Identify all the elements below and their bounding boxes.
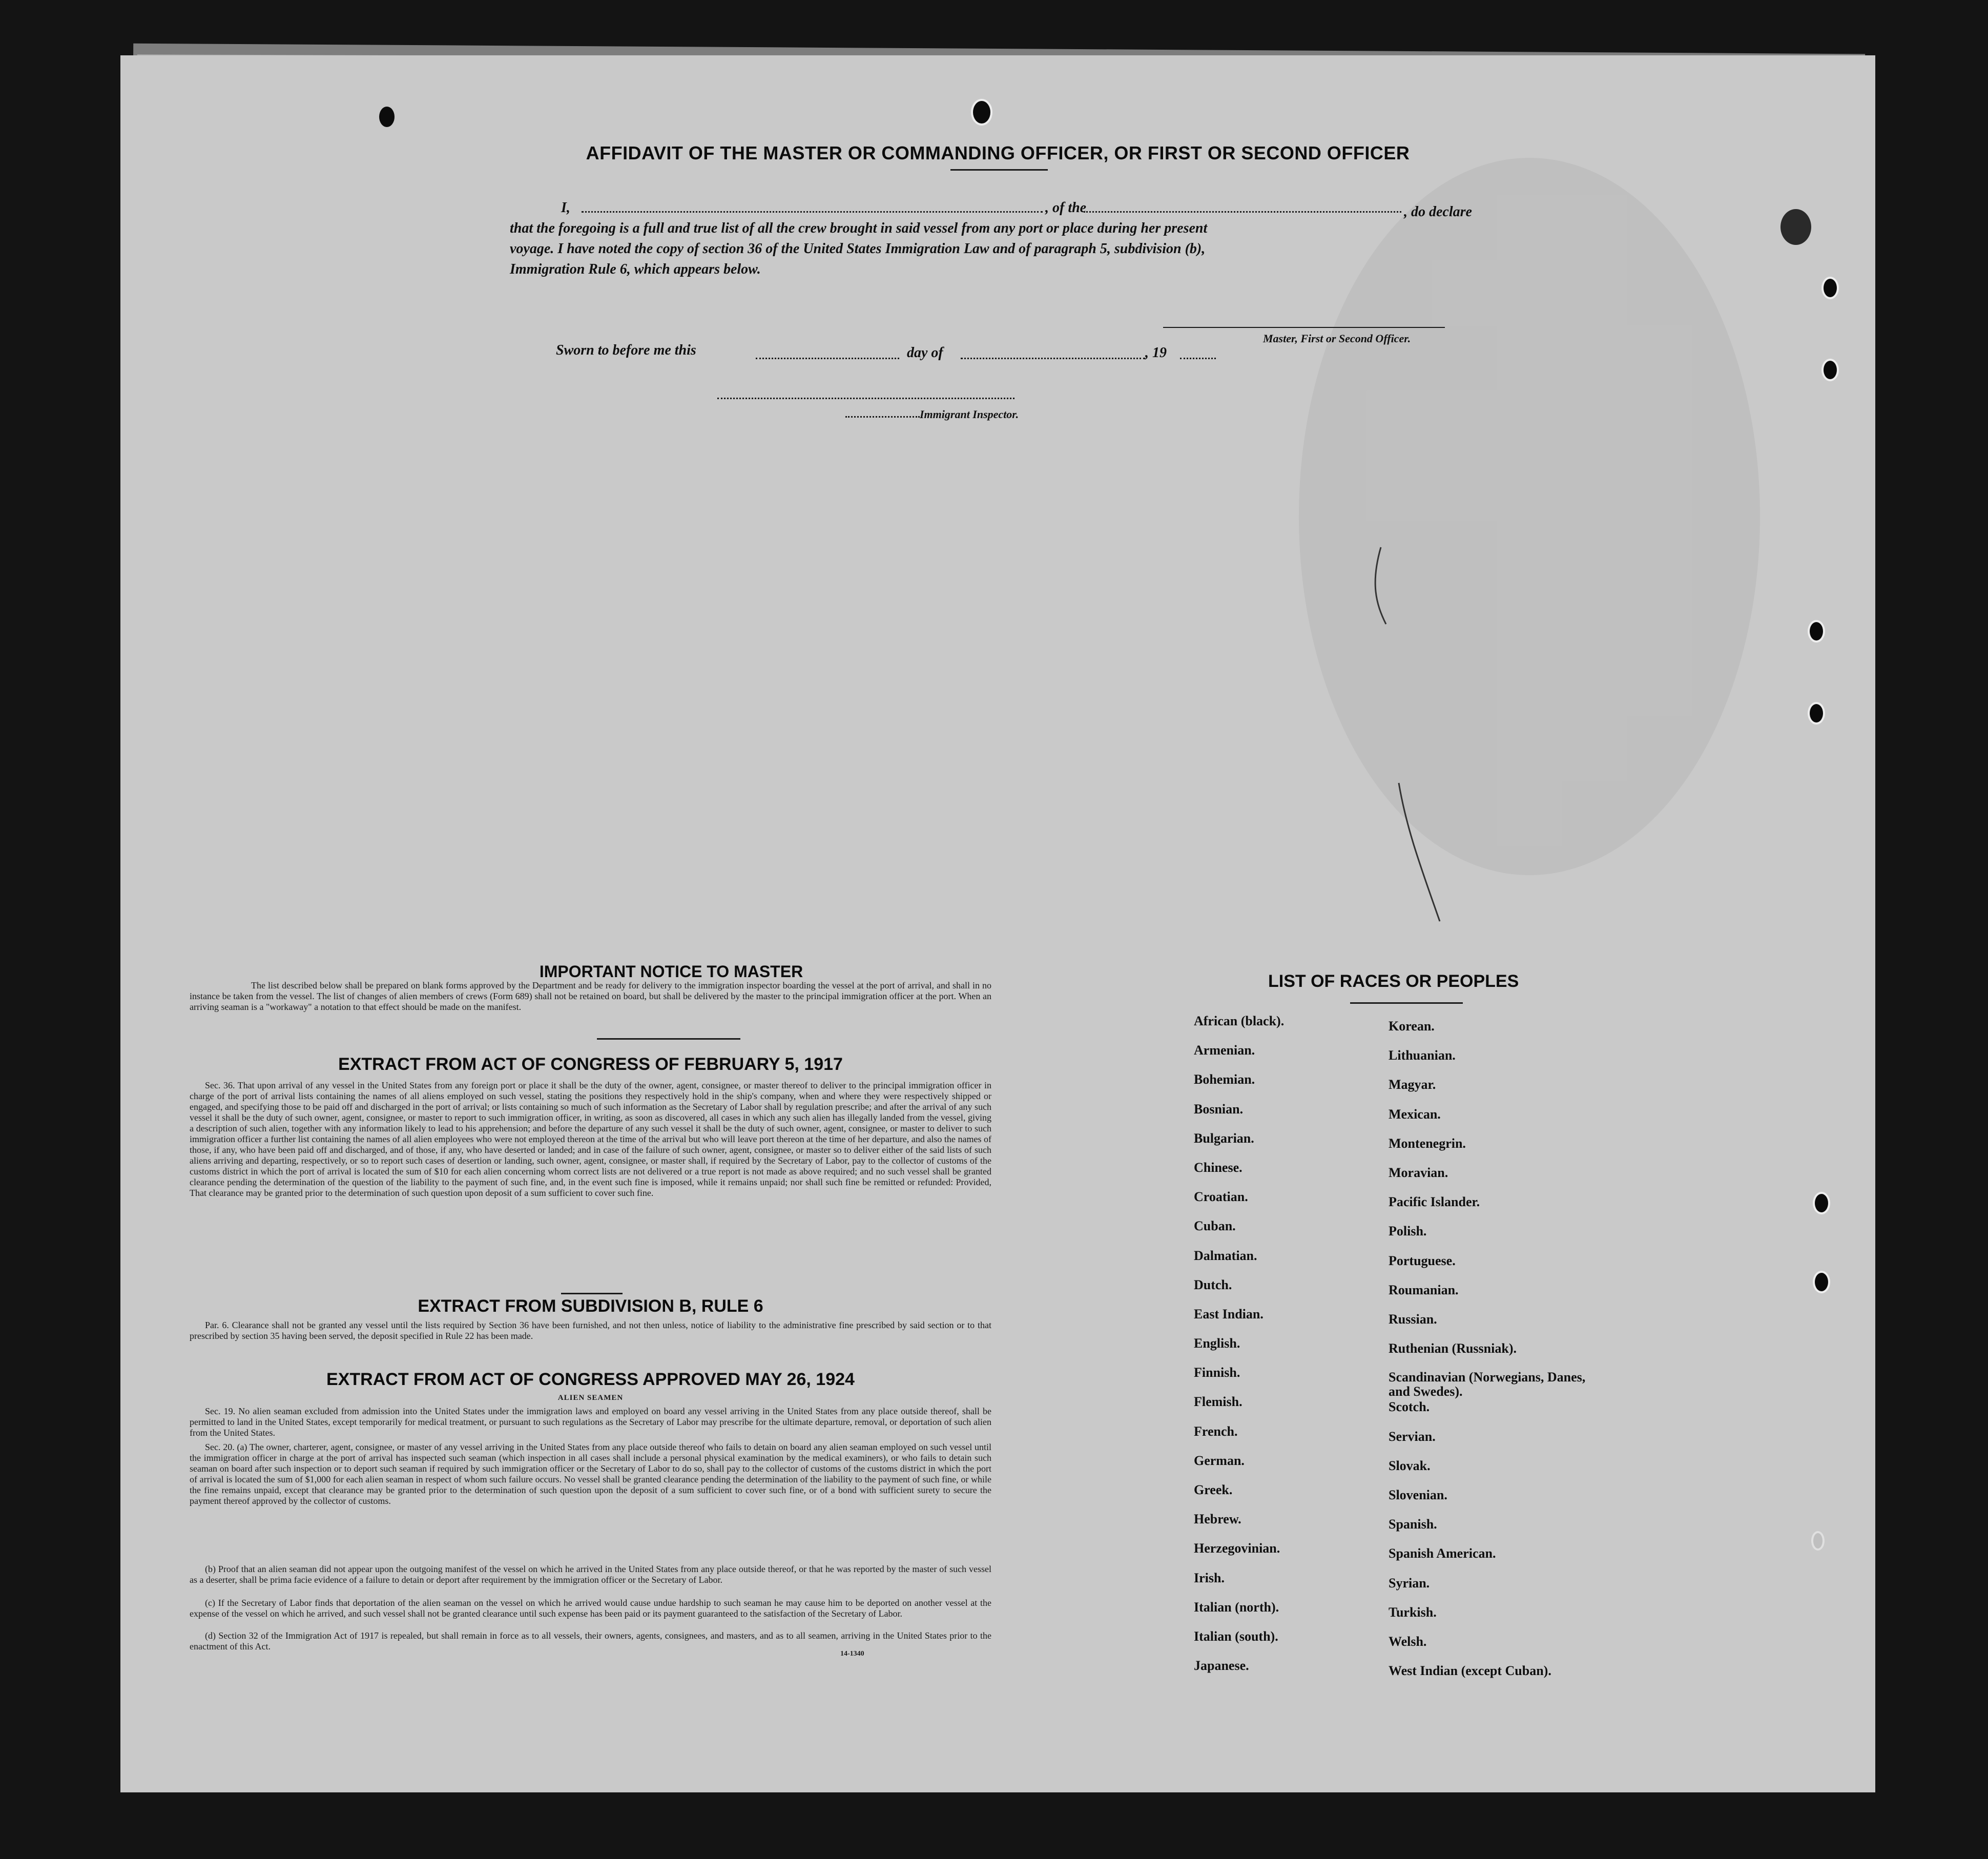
- form-number: 14-1340: [840, 1650, 864, 1658]
- act-1917-rule: [561, 1293, 623, 1294]
- race-item: English.: [1194, 1336, 1240, 1351]
- race-item: Polish.: [1389, 1224, 1427, 1239]
- race-item: Turkish.: [1389, 1604, 1437, 1620]
- inspector-caption: Immigrant Inspector.: [920, 408, 1019, 421]
- act-1924-sec20c: (c) If the Secretary of Labor finds that deportation of the alien seaman on the vessel on which he arrived would cause undue hardship to such seaman he may cause him to be deported on another vessel at the expense of the vessel on which he arrived, and such vessel shall not be granted clearance until such expense has been paid or its payment guaranteed to the satisfaction of the Secretary of Labor.: [190, 1598, 991, 1619]
- binder-hole: [1813, 1271, 1830, 1293]
- race-item: Italian (south).: [1194, 1628, 1278, 1644]
- race-item: Italian (north).: [1194, 1599, 1279, 1615]
- race-item: West Indian (except Cuban).: [1389, 1663, 1551, 1679]
- act-1924-sec19: Sec. 19. No alien seaman excluded from admission into the United States under the immigration laws and employed on board any vessel arriving in the United States from any place outside thereof, shall be permitted to land in the United States, except temporarily for medical treatment, or pursuant to such regulations as the Secretary of Labor may prescribe for the ultimate departure, removal, or deportation of such alien from the United States.: [190, 1406, 991, 1438]
- binder-hole: [1808, 702, 1825, 725]
- binder-hole: [1821, 359, 1839, 381]
- race-item: German.: [1194, 1453, 1245, 1468]
- sworn-label: Sworn to before me this: [556, 342, 696, 358]
- race-item: Hebrew.: [1194, 1512, 1241, 1527]
- races-right-column: [1389, 1019, 1604, 1692]
- binder-hole: [1808, 620, 1825, 643]
- rule-6-title: EXTRACT FROM SUBDIVISION B, RULE 6: [418, 1296, 763, 1316]
- races-title: LIST OF RACES OR PEOPLES: [1268, 972, 1519, 991]
- race-item: Ruthenian (Russniak).: [1389, 1341, 1517, 1356]
- binder-hole: [1811, 1531, 1825, 1551]
- race-item: Chinese.: [1194, 1160, 1242, 1175]
- rule-6-text: Par. 6. Clearance shall not be granted any vessel until the lists required by Section 36 have been furnished, and not then unless, notice of liability to the administrative fine prescribed by said section or to that prescribed by section 35 having been served, the deposit specified in Rule 22 has been made.: [190, 1320, 991, 1341]
- race-item: Pacific Islander.: [1389, 1194, 1480, 1210]
- race-item: Korean.: [1389, 1019, 1435, 1034]
- race-item: Welsh.: [1389, 1634, 1427, 1649]
- notice-rule: [597, 1038, 740, 1040]
- act-1924-sec20b: (b) Proof that an alien seaman did not appear upon the outgoing manifest of the vessel on which he arrived in the United States from any place outside thereof, or that he was reported by the master of such vessel as a deserter, shall be prima facie evidence of a failure to detain or deport after requirement by the immigration officer or the Secretary of Labor.: [190, 1564, 991, 1585]
- binder-hole: [1821, 277, 1839, 299]
- race-item: Dalmatian.: [1194, 1248, 1257, 1263]
- races-left-column: [1194, 1014, 1284, 1687]
- ink-blot: [1780, 209, 1811, 245]
- race-item: Roumanian.: [1389, 1282, 1459, 1297]
- inspector-short-line: [845, 416, 920, 418]
- race-item: Slovak.: [1389, 1458, 1431, 1473]
- sworn-month-field: [961, 358, 1145, 359]
- race-item: Bohemian.: [1194, 1072, 1255, 1087]
- race-item: Montenegrin.: [1389, 1135, 1466, 1151]
- notice-text: The list described below shall be prepared on blank forms approved by the Department and be ready for delivery to the immigration inspector boarding the vessel at the port of arrival, and shall in no instance be taken from the vessel. The list of changes of alien members of crews (Form 689) shall not be retained on board, but shall be delivered by the master to the principal immigration officer at the port. When an arriving seaman is a "workaway" a notation to that effect should be made on the manifest.: [190, 980, 991, 1012]
- title-rule: [950, 169, 1048, 171]
- act-1924-sec20a: Sec. 20. (a) The owner, charterer, agent, consignee, or master of any vessel arriving in the United States from any place outside thereof who fails to detain on board any alien seaman employed on such vessel until the immigration officer in charge at the port of arrival has inspected such seaman (which inspection in all cases shall include a personal physical examination by the medical examiners), or who fails to detain such seaman on board after such inspection or to deport such seaman if required by such immigration officer or the Secretary of Labor to do so, shall pay to the collector of customs of the customs district in which the port of arrival is located the sum of $1,000 for each alien seaman in respect of whom such failure occurs. No vessel shall be granted clearance pending the determination of the liability to the payment of such fine, or while the fine remains unpaid, except that clearance may be granted prior to the determination of such question upon the deposit of a sum sufficient to cover such fine, or of a bond with sufficient surety to secure the payment thereof approved by the collector of customs.: [190, 1442, 991, 1506]
- race-item: Scotch.: [1389, 1399, 1430, 1415]
- affidavit-body-line-1: that the foregoing is a full and true list of all the crew brought in said vessel from any port or place during her present: [510, 220, 1208, 236]
- affidavit-body-line-2: voyage. I have noted the copy of section 36 of the United States Immigration Law and of paragraph 5, subdivision (b),: [510, 241, 1206, 257]
- race-item: Bulgarian.: [1194, 1130, 1254, 1146]
- race-item: Bosnian.: [1194, 1101, 1244, 1117]
- master-signature-caption: Master, First or Second Officer.: [1263, 332, 1411, 345]
- race-item: East Indian.: [1194, 1306, 1264, 1321]
- race-item: Mexican.: [1389, 1106, 1441, 1122]
- of-the-label: , of the: [1045, 200, 1087, 216]
- race-item: Portuguese.: [1389, 1253, 1456, 1268]
- race-item: Herzegovinian.: [1194, 1541, 1280, 1556]
- punch-hole-top-center: [971, 99, 992, 126]
- act-1917-text: Sec. 36. That upon arrival of any vessel in the United States from any foreign port or place it shall be the duty of the owner, agent, consignee, or master thereof to deliver to the principal immigration officer in charge of the port of arrival lists containing the names of all aliens employed on such vessel, stating the positions they respectively hold in the ship's company, when and where they were respectively shipped or engaged, and specifying those to be paid off and discharged in the port of arrival; or lists containing so much of such information as the Secretary of Labor shall by regulation prescribe; and after the arrival of any such vessel it shall be the duty of such owner, agent, consignee, or master to report to such immigration officer, in writing, as soon as discovered, all cases in which any such alien has illegally landed from the vessel, giving a description of such alien, together with any information likely to lead to his apprehension; and before the departure of any such vessel it shall be the duty of such owner, agent, consignee, or master to deliver to such immigration officer a further list containing the names of all alien employees who were not employed thereon at the time of the arrival but who will leave port thereon at the time of her departure, and also the names of those, if any, who have been paid off and discharged, and of those, if any, who have deserted or landed; and in case of the failure of such owner, agent, consignee, or master so to deliver either of the said lists of such aliens arriving and departing, respectively, or so to report such cases of desertion or landing, such owner, agent, consignee, or master shall, if required by the Secretary of Labor, pay to the collector of customs of the customs district in which the port of arrival is located the sum of $10 for each alien concerning whom correct lists are not delivered or a true report is not made as above required; and no such vessel shall be granted clearance pending the determination of the question of the liability to the payment of such fine, and, in the event such fine is imposed, while it remains unpaid; nor shall such fine be remitted or refunded: Provided, That clearance may be granted prior to the determination of such question upon deposit of a sum sufficient to cover such fine.: [190, 1080, 991, 1198]
- race-item: Greek.: [1194, 1482, 1233, 1497]
- binder-hole: [1813, 1192, 1830, 1214]
- race-item: Spanish American.: [1389, 1546, 1496, 1561]
- inspector-signature-line: [717, 398, 1014, 399]
- race-item: Scandinavian (Norwegians, Danes, and Swedes).: [1389, 1370, 1586, 1399]
- race-item: Dutch.: [1194, 1277, 1232, 1292]
- race-item: Irish.: [1194, 1570, 1225, 1585]
- day-of-label: day of: [907, 345, 943, 361]
- race-item: Slovenian.: [1389, 1488, 1447, 1502]
- race-item: Japanese.: [1194, 1658, 1249, 1674]
- act-1924-title: EXTRACT FROM ACT OF CONGRESS APPROVED MAY 26, 1924: [326, 1370, 855, 1389]
- pencil-stroke: [1350, 542, 1473, 932]
- punch-hole-top-left: [379, 107, 395, 127]
- race-item: Servian.: [1389, 1429, 1436, 1444]
- affidavit-body-line-3: Immigration Rule 6, which appears below.: [510, 261, 761, 277]
- races-title-rule: [1350, 1002, 1463, 1004]
- race-item: Lithuanian.: [1389, 1048, 1456, 1063]
- vessel-field: [1084, 211, 1401, 213]
- notice-title: IMPORTANT NOTICE TO MASTER: [539, 962, 803, 981]
- act-1924-subtitle: ALIEN SEAMEN: [557, 1394, 624, 1402]
- race-item: French.: [1194, 1423, 1238, 1439]
- sworn-day-field: [756, 358, 899, 359]
- document-page: [120, 55, 1875, 1792]
- sworn-year-field: [1180, 358, 1216, 359]
- race-item: Syrian.: [1389, 1575, 1430, 1591]
- race-item: Cuban.: [1194, 1218, 1236, 1234]
- race-item: Flemish.: [1194, 1394, 1242, 1410]
- act-1924-sec20d: (d) Section 32 of the Immigration Act of 1917 is repealed, but shall remain in force as to all vessels, their owners, agents, consignees, and masters, and as to all seamen, arriving in the United States prior to the enactment of this Act.: [190, 1630, 991, 1651]
- race-item: Armenian.: [1194, 1043, 1255, 1058]
- i-label: I,: [561, 200, 570, 216]
- race-item: Croatian.: [1194, 1189, 1248, 1205]
- race-item: Finnish.: [1194, 1365, 1240, 1380]
- race-item: Moravian.: [1389, 1165, 1448, 1180]
- race-item: Magyar.: [1389, 1077, 1436, 1092]
- race-item: Spanish.: [1389, 1517, 1437, 1532]
- race-item: Russian.: [1389, 1311, 1437, 1327]
- name-field: [582, 211, 1043, 213]
- race-item: African (black).: [1194, 1014, 1285, 1028]
- act-1917-title: EXTRACT FROM ACT OF CONGRESS OF FEBRUARY 5, 1917: [338, 1055, 843, 1074]
- year-label: , 19: [1145, 345, 1167, 361]
- do-declare-label: , do declare: [1404, 204, 1472, 220]
- master-signature-line: [1163, 327, 1445, 328]
- affidavit-title: AFFIDAVIT OF THE MASTER OR COMMANDING OFFICER, OR FIRST OR SECOND OFFICER: [586, 142, 1410, 163]
